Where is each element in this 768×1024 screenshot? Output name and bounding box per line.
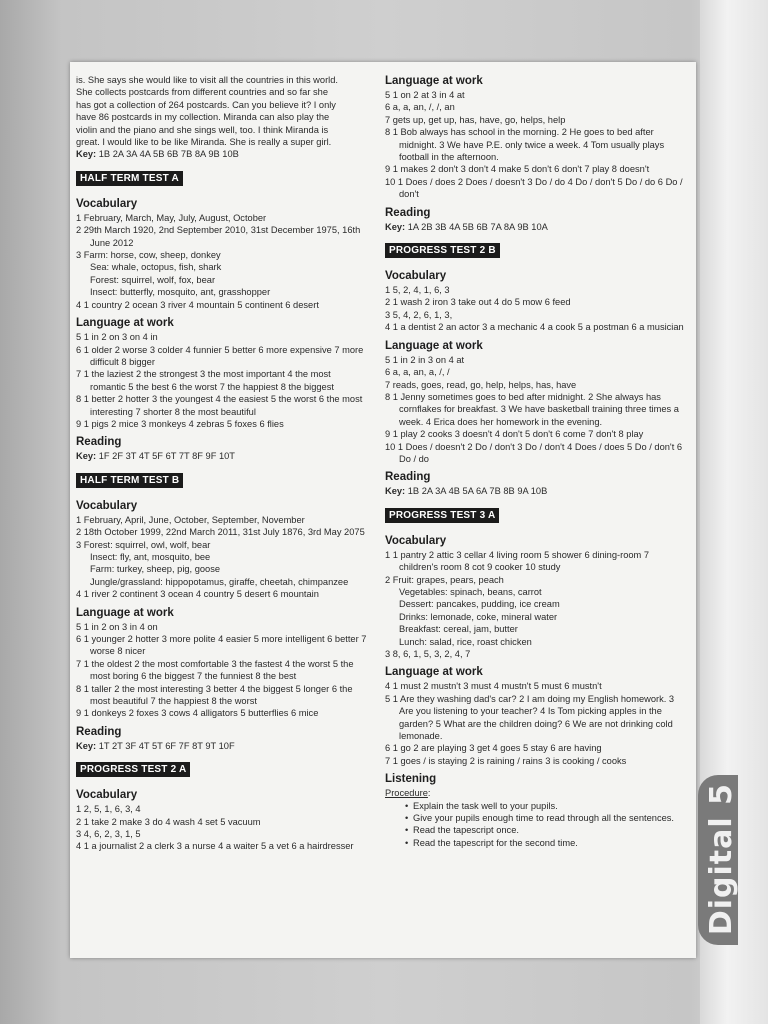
procedure-step: • Read the tapescript for the second time.: [405, 837, 685, 849]
answer-item: 2 29th March 1920, 2nd September 2010, 31st December 1975, 16th June 2012: [76, 225, 361, 248]
answer-item: 7 gets up, get up, has, have, go, helps, help: [385, 114, 566, 125]
answer-item: 4 1 country 2 ocean 3 river 4 mountain 5 continent 6 desert: [76, 299, 319, 310]
text-line: have 86 postcards in my collection. Miranda can also play the: [76, 112, 330, 123]
answer-subitem: Jungle/grassland: hippopotamus, giraffe, cheetah, chimpanzee: [90, 576, 349, 587]
key-label: Key:: [385, 486, 406, 497]
text-line: is. She says she would like to visit all the countries in this world.: [76, 75, 338, 85]
left-column: [76, 74, 368, 853]
language-heading: Language at work: [76, 317, 174, 330]
answer-item: 2 1 wash 2 iron 3 take out 4 do 5 mow 6 feed: [385, 297, 571, 308]
section-banner: PROGRESS TEST 2 B: [385, 243, 500, 258]
answer-subitem: Insect: butterfly, mosquito, ant, grasshopper: [90, 287, 271, 298]
answer-subitem: Dessert: pancakes, pudding, ice cream: [399, 599, 560, 610]
answer-item: 9 1 pigs 2 mice 3 monkeys 4 zebras 5 foxes 6 flies: [76, 418, 284, 429]
vocabulary-heading: Vocabulary: [385, 534, 447, 547]
answer-item: 8 1 taller 2 the most interesting 3 better 4 the biggest 5 longer 6 the most beautiful 7 the happiest 8 the worst: [76, 683, 353, 707]
progress-test-3a-section: [385, 498, 685, 850]
section-banner: PROGRESS TEST 2 A: [76, 762, 190, 777]
answer-subitem: Farm: turkey, sheep, pig, goose: [90, 564, 221, 575]
answer-item: 3 5, 4, 2, 6, 1, 3,: [385, 309, 453, 320]
answer-item: 4 1 a dentist 2 an actor 3 a mechanic 4 a cook 5 a postman 6 a musician: [385, 322, 684, 333]
answer-key: [76, 450, 368, 462]
answer-item: 5 1 on 2 at 3 in 4 at: [385, 90, 465, 100]
answer-item: 2 Fruit: grapes, pears, peach: [385, 574, 504, 585]
answer-item: 1 February, April, June, October, September, November: [76, 514, 305, 525]
answer-item: 8 1 better 2 hotter 3 the youngest 4 the easiest 5 the worst 6 the most interesting 7 shorter 8 the most beautiful: [76, 394, 363, 417]
answer-subitem: Breakfast: cereal, jam, butter: [399, 624, 518, 635]
key-label: Key:: [76, 149, 97, 160]
progress-test-2a-continued: [385, 74, 685, 233]
answer-item: 10 1 Does / does 2 Does / doesn't 3 Do / do 4 Do / don't 5 Do / do 6 Do / don't: [385, 176, 683, 200]
reading-heading: Reading: [76, 436, 122, 449]
section-banner: HALF TERM TEST A: [76, 171, 183, 186]
answer-item: 1 2, 5, 1, 6, 3, 4: [76, 804, 141, 815]
answer-item: 6 1 go 2 are playing 3 get 4 goes 5 stay 6 are having: [385, 743, 602, 754]
procedure-word: Procedure: [385, 788, 428, 799]
answer-key: [76, 148, 368, 160]
answer-subitem: Lunch: salad, rice, roast chicken: [399, 636, 532, 647]
reading-text-continuation: [76, 74, 368, 161]
answer-key: [76, 740, 368, 752]
answer-item: 7 1 the oldest 2 the most comfortable 3 the fastest 4 the worst 5 the most boring 6 the biggest 7 the funniest 8 the best: [76, 658, 354, 682]
answer-item: 1 5, 2, 4, 1, 6, 3: [385, 285, 450, 296]
key-label: Key:: [76, 451, 97, 462]
answer-item: 2 1 take 2 make 3 do 4 wash 4 set 5 vacuum: [76, 816, 261, 827]
answer-subitem: Drinks: lemonade, coke, mineral water: [399, 611, 558, 622]
answer-item: 9 1 play 2 cooks 3 doesn't 4 don't 5 don't 6 come 7 don't 8 play: [385, 429, 644, 440]
key-values: 1B 2A 3A 4A 5B 6B 7B 8A 9B 10B: [96, 149, 239, 160]
answer-item: 5 1 in 2 in 3 on 4 at: [385, 354, 465, 365]
right-column: [385, 74, 685, 849]
answer-item: 1 1 pantry 2 attic 3 cellar 4 living room 5 shower 6 dining-room 7 children's room 8 cot 9 cooker 10 study: [385, 549, 650, 573]
answer-item: 4 1 must 2 mustn't 3 must 4 mustn't 5 must 6 mustn't: [385, 681, 602, 692]
vocabulary-heading: Vocabulary: [76, 789, 138, 802]
vocabulary-heading: Vocabulary: [76, 499, 138, 512]
language-heading: Language at work: [385, 75, 483, 87]
procedure-colon: :: [427, 788, 431, 799]
text-line: has got a collection of 264 postcards. Can you believe it? I only: [76, 99, 336, 110]
reading-heading: Reading: [385, 206, 431, 219]
reading-heading: Reading: [385, 471, 431, 484]
vocabulary-heading: Vocabulary: [76, 197, 138, 210]
answer-item: 6 a, a, an, /, /, an: [385, 102, 455, 113]
procedure-step: • Explain the task well to your pupils.: [405, 800, 685, 812]
half-term-test-a-section: [76, 161, 368, 463]
procedure-step: • Read the tapescript once.: [405, 824, 685, 836]
procedure-step: • Give your pupils enough time to read through all the sentences.: [405, 812, 685, 824]
answer-item: 9 1 makes 2 don't 3 don't 4 make 5 don't 6 don't 7 play 8 doesn't: [385, 164, 650, 175]
key-label: Key:: [76, 740, 97, 751]
procedure-list: [385, 800, 685, 850]
answer-item: 10 1 Does / doesn't 2 Do / don't 3 Do / don't 4 Does / does 5 Do / don't 6 Do / do: [385, 441, 683, 464]
answer-item: 8 1 Bob always has school in the morning. 2 He goes to bed after midnight. 3 We have P.E. only twice a week. 4 Tom usually plays football in the afternoon.: [385, 127, 665, 163]
half-term-test-b-section: [76, 463, 368, 753]
answer-subitem: Insect: fly, ant, mosquito, bee: [90, 551, 211, 562]
section-banner: HALF TERM TEST B: [76, 473, 183, 488]
language-heading: Language at work: [76, 606, 174, 619]
vocabulary-heading: Vocabulary: [385, 270, 447, 283]
key-label: Key:: [385, 221, 406, 232]
answer-item: 9 1 donkeys 2 foxes 3 cows 4 alligators 5 butterflies 6 mice: [76, 708, 319, 719]
answer-subitem: Vegetables: spinach, beans, carrot: [399, 586, 542, 597]
answer-key-page: [70, 62, 696, 958]
text-line: violin and the piano and she sings well, too. I think Miranda is: [76, 124, 329, 135]
book-logo-text: Digital 5: [704, 783, 739, 936]
section-banner: PROGRESS TEST 3 A: [385, 508, 499, 523]
answer-item: 7 1 goes / is staying 2 is raining / rains 3 is cooking / cooks: [385, 755, 627, 766]
answer-subitem: Sea: whale, octopus, fish, shark: [90, 262, 222, 273]
answer-item: 4 1 a journalist 2 a clerk 3 a nurse 4 a waiter 5 a vet 6 a hairdresser: [76, 841, 354, 852]
answer-item: 3 Forest: squirrel, owl, wolf, bear: [76, 539, 211, 550]
progress-test-2b-section: [385, 233, 685, 498]
answer-item: 5 1 in 2 on 3 on 4 in: [76, 332, 158, 343]
text-line: great. I would like to be like Miranda. She is really a super girl.: [76, 137, 332, 148]
key-values: 1T 2T 3F 4T 5T 6F 7F 8T 9T 10F: [96, 740, 235, 751]
language-heading: Language at work: [385, 666, 483, 679]
listening-heading: Listening: [385, 773, 437, 786]
language-heading: Language at work: [385, 339, 483, 352]
book-logo-tab: [698, 775, 738, 945]
answer-item: 1 February, March, May, July, August, October: [76, 212, 267, 223]
answer-item: 7 reads, goes, read, go, help, helps, has, have: [385, 379, 577, 390]
procedure-label: [385, 787, 685, 799]
answer-item: 4 1 river 2 continent 3 ocean 4 country 5 desert 6 mountain: [76, 589, 319, 600]
key-values: 1A 2B 3B 4A 5B 6B 7A 8A 9B 10A: [405, 221, 548, 232]
progress-test-2a-section: [76, 752, 368, 853]
answer-item: 3 4, 6, 2, 3, 1, 5: [76, 829, 141, 840]
answer-item: 6 1 younger 2 hotter 3 more polite 4 easier 5 more intelligent 6 better 7 worse 8 nicer: [76, 634, 367, 657]
answer-item: 5 1 Are they washing dad's car? 2 I am doing my English homework. 3 Are you listening to your teacher? 4 Is Tom picking apples in the garden? 5 What are the children doing? 6 We are not drinking cold lemonade.: [385, 693, 675, 742]
reading-heading: Reading: [76, 725, 122, 738]
answer-item: 8 1 Jenny sometimes goes to bed after midnight. 2 She always has cornflakes for breakfast. 3 We have basketball training three times a week. 4 Erica does her homework in the evening.: [385, 391, 679, 427]
answer-item: 3 8, 6, 1, 5, 3, 2, 4, 7: [385, 649, 471, 659]
text-line: She collects postcards from different countries and so far she: [76, 87, 329, 98]
answer-item: 5 1 in 2 on 3 in 4 on: [76, 621, 158, 632]
answer-key: [385, 221, 685, 233]
answer-item: 2 18th October 1999, 22nd March 2011, 31st July 1876, 3rd May 2075: [76, 527, 365, 538]
answer-item: 6 1 older 2 worse 3 colder 4 funnier 5 better 6 more expensive 7 more difficult 8 bigger: [76, 344, 364, 367]
answer-key: [385, 485, 685, 497]
answer-item: 3 Farm: horse, cow, sheep, donkey: [76, 250, 221, 261]
answer-subitem: Forest: squirrel, wolf, fox, bear: [90, 274, 216, 285]
answer-item: 6 a, a, an, a, /, /: [385, 367, 450, 378]
answer-item: 7 1 the laziest 2 the strongest 3 the most important 4 the most romantic 5 the best 6 the worst 7 the happiest 8 the biggest: [76, 369, 334, 392]
key-values: 1F 2F 3T 4T 5F 6T 7T 8F 9F 10T: [96, 451, 235, 462]
key-values: 1B 2A 3A 4B 5A 6A 7B 8B 9A 10B: [405, 486, 548, 497]
